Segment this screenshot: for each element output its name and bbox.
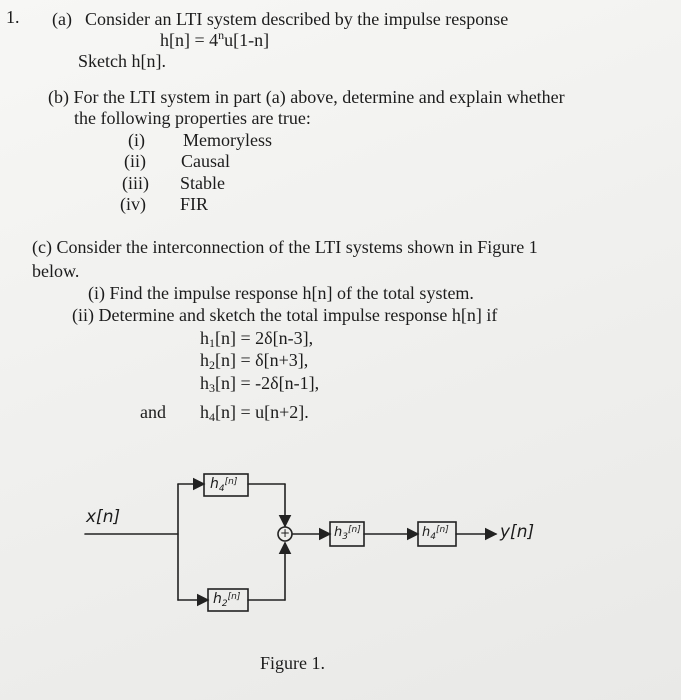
part-b-item-num: (ii) [124, 151, 146, 171]
eq-h: h [200, 402, 209, 422]
h4-right-label [422, 525, 449, 542]
part-b-item-num: (iv) [120, 194, 146, 214]
h3-label [334, 525, 361, 542]
block-sub: 4 [430, 532, 436, 542]
part-b-item-text: Memoryless [183, 130, 272, 150]
part-b-line1: (b) For the LTI system in part (a) above, determine and explain whether [48, 87, 565, 107]
problem-number: 1. [6, 7, 20, 27]
eq-h: h [200, 373, 209, 393]
part-b-line2: the following properties are true: [74, 108, 311, 128]
h2-label [213, 591, 241, 609]
part-b-item-text: FIR [180, 194, 209, 214]
adder-plus-symbol: + [280, 526, 291, 540]
eq-h: h [200, 328, 209, 348]
block-h: h [210, 476, 219, 492]
eq-rest: [n] = -2δ[n-1], [215, 373, 320, 393]
figure-caption: Figure 1. [260, 653, 325, 673]
and-label: and [140, 402, 166, 422]
eq-rest: [n] = 2δ[n-3], [215, 328, 314, 348]
block-sub: 4 [218, 484, 225, 494]
part-a-text: Consider an LTI system described by the impulse response [85, 9, 509, 29]
block-arg: [n] [435, 525, 449, 535]
part-a-eq-lhs: h[n] = 4 [160, 30, 219, 50]
eq-sub: 1 [209, 336, 215, 350]
eq-rest: [n] = u[n+2]. [215, 402, 309, 422]
part-c-line1: (c) Consider the interconnection of the LTI systems shown in Figure 1 [32, 237, 538, 257]
h4-top-label [210, 476, 238, 494]
eq-sub: 3 [209, 381, 215, 395]
part-b-item-text: Stable [180, 173, 225, 193]
block-arg: [n] [224, 477, 238, 487]
block-sub: 2 [221, 599, 228, 609]
output-label: y[n] [500, 522, 535, 542]
part-a-label: (a) [52, 9, 72, 29]
part-b-item-num: (iii) [122, 173, 149, 193]
part-b-item-text: Causal [181, 151, 230, 171]
eq-sub: 2 [209, 358, 215, 372]
part-c-sub-i: (i) Find the impulse response h[n] of the total system. [88, 283, 474, 303]
block-sub: 3 [342, 532, 348, 542]
block-h: h [213, 591, 222, 607]
block-arg: [n] [227, 592, 241, 602]
eq-h: h [200, 350, 209, 370]
part-c-sub-ii: (ii) Determine and sketch the total impulse response h[n] if [72, 305, 498, 325]
eq-sub: 4 [209, 410, 215, 424]
part-a-eq-rhs: u[1-n] [224, 30, 270, 50]
block-h: h [422, 525, 431, 540]
part-c-line2: below. [32, 261, 80, 281]
block-arg: [n] [347, 525, 361, 535]
part-b-item-num: (i) [128, 130, 145, 150]
input-label: x[n] [86, 507, 121, 527]
part-a-eq-exponent: n [218, 28, 225, 42]
eq-rest: [n] = δ[n+3], [215, 350, 309, 370]
part-a-sketch: Sketch h[n]. [78, 51, 166, 71]
block-h: h [334, 525, 343, 540]
